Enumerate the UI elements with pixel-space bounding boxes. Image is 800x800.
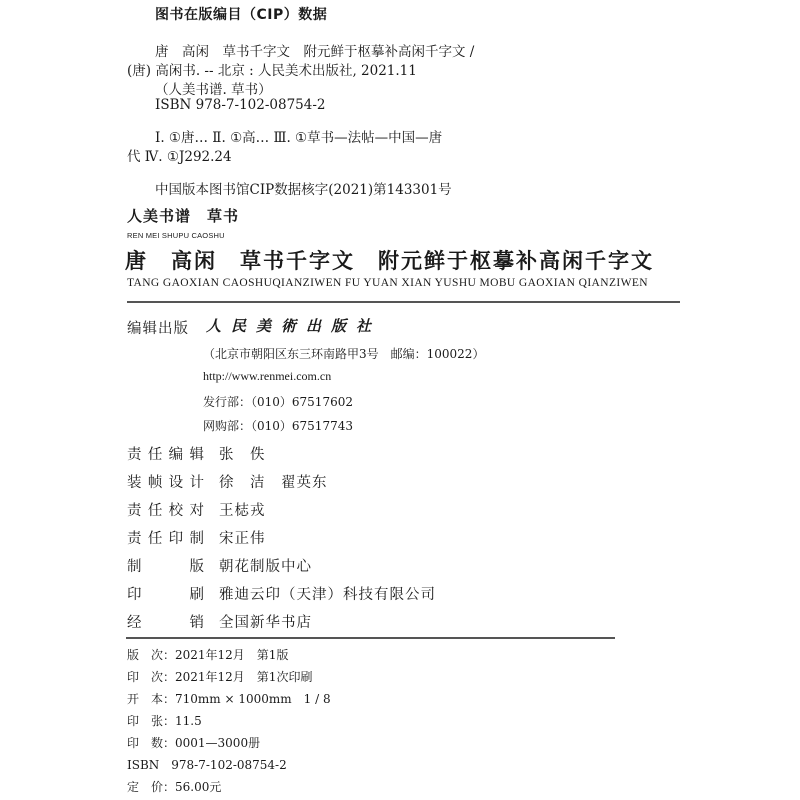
cip-classification-line-2: 代 Ⅳ. ①J292.24	[127, 149, 232, 165]
cip-series-line: （人美书谱. 草书）	[155, 82, 272, 98]
staff-row-editor	[127, 443, 266, 464]
spec-isbn: ISBN 978-7-102-08754-2	[127, 758, 287, 772]
staff-value: 徐 洁 翟英东	[219, 475, 328, 491]
publisher-label: 编辑出版	[127, 321, 189, 337]
online-sales-phone: 网购部：（010）67517743	[203, 419, 353, 433]
staff-label: 责 任 编 辑	[127, 447, 205, 463]
staff-value: 雅迪云印（天津）科技有限公司	[219, 587, 436, 603]
publisher-address: （北京市朝阳区东三环南路甲3号 邮编：100022）	[203, 347, 485, 361]
cip-number: 中国版本图书馆CIP数据核字(2021)第143301号	[155, 182, 452, 198]
staff-value: 全国新华书店	[219, 615, 312, 631]
staff-label: 责 任 印 制	[127, 531, 205, 547]
series-name-cn: 人美书谱 草书	[127, 207, 240, 225]
staff-label: 制 版	[127, 559, 205, 575]
staff-row-printing-supervisor	[127, 527, 266, 548]
spec-price: 定 价：56.00元	[127, 780, 222, 794]
distribution-phone: 发行部：（010）67517602	[203, 395, 353, 409]
staff-value: 张 佚	[219, 447, 266, 463]
cip-author-line: (唐) 高闲书. -- 北京 : 人民美术出版社, 2021.11	[127, 63, 417, 79]
cip-isbn-line: ISBN 978-7-102-08754-2	[155, 97, 326, 113]
spec-edition: 版 次：2021年12月 第1版	[127, 648, 289, 662]
book-title-cn: 唐 高闲 草书千字文 附元鲜于枢摹补高闲千字文	[125, 248, 654, 273]
staff-row-distributor	[127, 611, 312, 632]
divider-bottom	[126, 637, 615, 639]
staff-label: 印 刷	[127, 587, 205, 603]
staff-value: 朝花制版中心	[219, 559, 312, 575]
staff-row-proofreading	[127, 499, 266, 520]
book-title-en: TANG GAOXIAN CAOSHUQIANZIWEN FU YUAN XIAN YUSHU MOBU GAOXIAN QIANZIWEN	[127, 277, 648, 289]
staff-label: 责 任 校 对	[127, 503, 205, 519]
staff-label: 装 帧 设 计	[127, 475, 205, 491]
publisher-logo-name: 人民美術出版社	[206, 317, 382, 335]
series-name-en: REN MEI SHUPU CAOSHU	[127, 231, 225, 240]
cip-header: 图书在版编目（CIP）数据	[155, 7, 328, 23]
staff-row-printer	[127, 583, 436, 604]
staff-label: 经 销	[127, 615, 205, 631]
staff-row-plate-making	[127, 555, 312, 576]
staff-value: 王梽戎	[219, 503, 266, 519]
cip-classification-line-1: Ⅰ. ①唐… Ⅱ. ①高… Ⅲ. ①草书—法帖—中国—唐	[155, 130, 443, 146]
staff-value: 宋正伟	[219, 531, 266, 547]
spec-print-run: 印 数：0001—3000册	[127, 736, 261, 750]
publisher-website: http://www.renmei.com.cn	[203, 369, 332, 383]
spec-printing: 印 次：2021年12月 第1次印刷	[127, 670, 313, 684]
divider-top	[127, 301, 680, 303]
cip-title-line: 唐 高闲 草书千字文 附元鲜于枢摹补高闲千字文 /	[155, 44, 475, 60]
spec-format: 开 本：710mm × 1000mm 1 / 8	[127, 692, 331, 706]
spec-sheets: 印 张：11.5	[127, 714, 202, 728]
staff-row-design	[127, 471, 328, 492]
